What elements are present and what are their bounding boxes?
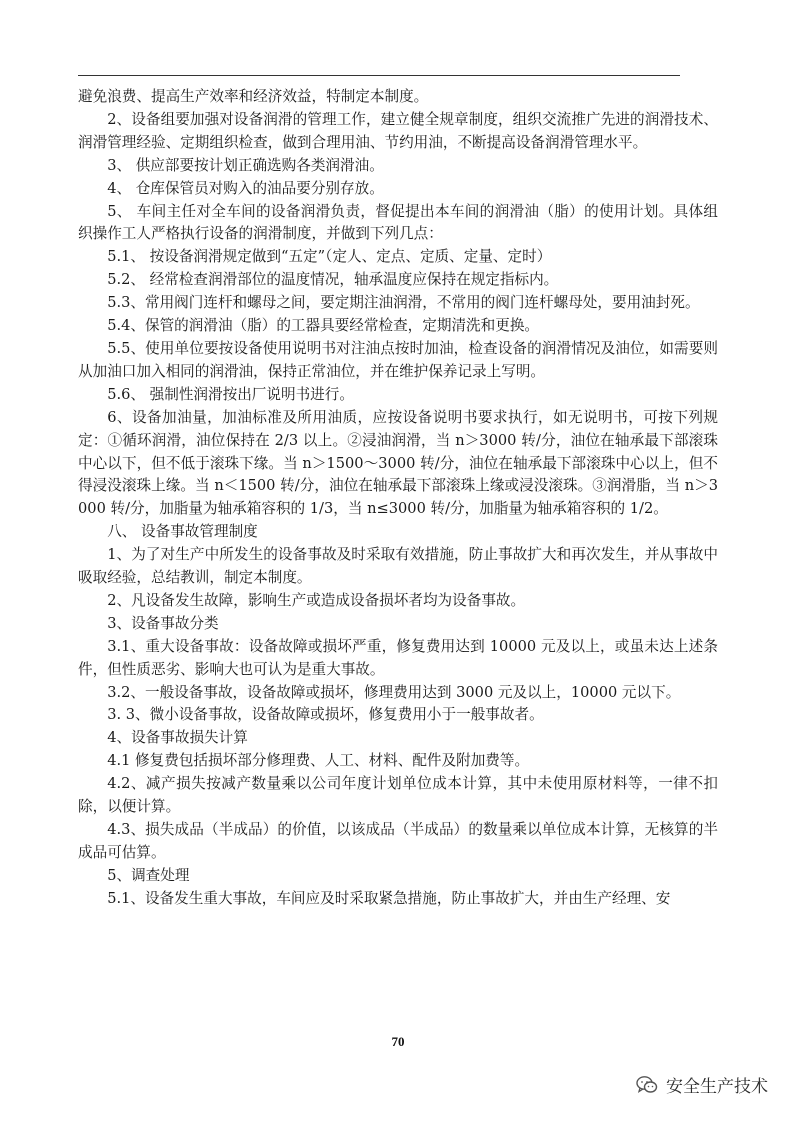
paragraph: 3.1、重大设备事故：设备故障或损坏严重，修复费用达到 10000 元及以上，或虽未达上述条件，但性质恶劣、影响大也可认为是重大事故。 (78, 637, 718, 678)
paragraph: 5.5、使用单位要按设备使用说明书对注油点按时加油，检查设备的润滑情况及油位，如需要则从加油口加入相同的润滑油，保持正常油位，并在维护保养记录上写明。 (78, 339, 718, 380)
paragraph: 5、调查处理 (107, 866, 190, 884)
paragraph: 2、凡设备发生故障，影响生产或造成设备损坏者均为设备事故。 (107, 591, 526, 609)
wechat-icon (636, 1075, 658, 1095)
paragraph: 1、为了对生产中所发生的设备事故及时采取有效措施，防止事故扩大和再次发生，并从事故中吸取经验，总结教训，制定本制度。 (78, 546, 718, 587)
paragraph: 3、 供应部要按计划正确选购各类润滑油。 (107, 156, 384, 174)
brand-signature (636, 1072, 768, 1097)
paragraph: 八、 设备事故管理制度 (107, 523, 258, 541)
paragraph: 5.1、设备发生重大事故，车间应及时采取紧急措施，防止事故扩大，并由生产经理、安 (107, 889, 671, 907)
header-rule (78, 75, 680, 76)
paragraph: 3、设备事故分类 (107, 614, 219, 632)
document-body (78, 86, 718, 911)
paragraph: 避免浪费、提高生产效率和经济效益，特制定本制度。 (78, 88, 429, 105)
brand-name: 安全生产技术 (666, 1077, 768, 1097)
paragraph: 5.3、常用阀门连杆和螺母之间，要定期注油润滑，不常用的阀门连杆螺母处，要用油封死。 (107, 294, 700, 312)
paragraph: 4、设备事故损失计算 (107, 729, 248, 747)
paragraph: 5.1、 按设备润滑规定做到“五定”（定人、定点、定质、定量、定时） (107, 248, 552, 266)
paragraph: 5.6、 强制性润滑按出厂说明书进行。 (107, 385, 354, 403)
paragraph: 5.4、保管的润滑油（脂）的工器具要经常检查，定期清洗和更换。 (107, 317, 540, 335)
paragraph: 4.3、损失成品（半成品）的价值，以该成品（半成品）的数量乘以单位成本计算，无核算的半成品可估算。 (78, 821, 718, 861)
paragraph: 6、设备加油量，加油标准及所用油质，应按设备说明书要求执行，如无说明书，可按下列规定：①循环润滑，油位保持在 2/3 以上。②浸油润滑，当 n＞3000 转/分，油位在轴承最下部滚珠中心以下，但不低于滚珠下缘。当 n＞1500～3000 转/分，油位在轴承最下部滚珠中心以上，但不得浸没滚珠上缘。当 n＜1500 转/分，油位在轴承最下部滚珠上缘或浸没滚珠。③润滑脂，当 n＞3000 转/分，加脂量为轴承箱容积的 1/3，当 n≤3000 转/分，加脂量为轴承箱容积的 1/2。 (78, 408, 718, 518)
paragraph: 3.2、一般设备事故，设备故障或损坏，修理费用达到 3000 元及以上，10000 元以下。 (107, 683, 681, 701)
paragraph: 4.1 修复费包括损坏部分修理费、人工、材料、配件及附加费等。 (107, 752, 530, 770)
page-number: 70 (391, 1034, 405, 1049)
paragraph: 2、设备组要加强对设备润滑的管理工作，建立健全规章制度，组织交流推广先进的润滑技术、润滑管理经验、定期组织检查，做到合理用油、节约用油，不断提高设备润滑管理水平。 (78, 110, 718, 151)
paragraph: 5、 车间主任对全车间的设备润滑负责，督促提出本车间的润滑油（脂）的使用计划。具体组织操作工人严格执行设备的润滑制度，并做到下列几点： (78, 202, 718, 243)
paragraph: 4.2、减产损失按减产数量乘以公司年度计划单位成本计算，其中未使用原材料等，一律不扣除，以便计算。 (78, 775, 718, 816)
paragraph: 3. 3、微小设备事故，设备故障或损坏，修复费用小于一般事故者。 (107, 706, 544, 724)
paragraph: 5.2、 经常检查润滑部位的温度情况，轴承温度应保持在规定指标内。 (107, 271, 559, 289)
paragraph: 4、 仓库保管员对购入的油品要分别存放。 (107, 179, 384, 197)
